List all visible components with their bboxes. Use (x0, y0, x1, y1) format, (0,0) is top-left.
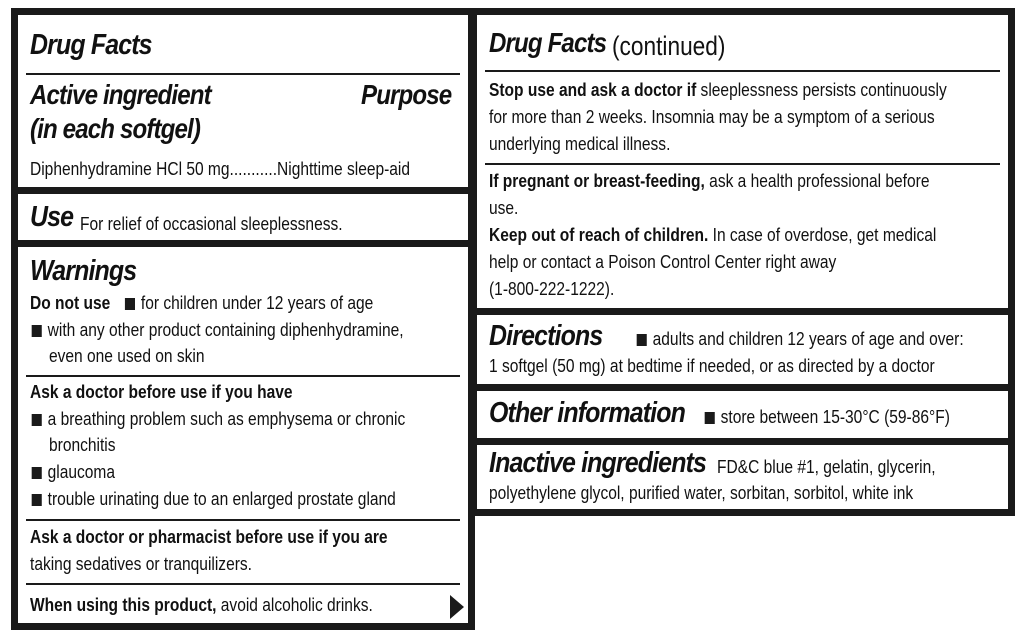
list-item: adults and children 12 years of age and over: (652, 328, 964, 349)
do-not-use-item-line (30, 317, 404, 343)
drug-facts-title-continued: Drug Facts (489, 27, 607, 58)
do-not-use-item-cont: even one used on skin (49, 345, 205, 366)
ask-pharmacist-heading: Ask a doctor or pharmacist before use if you are (30, 526, 388, 547)
poison-control-number: (1-800-222-1222). (489, 278, 615, 299)
do-not-use-line (30, 290, 373, 316)
list-item: a breathing problem such as emphysema or chronic (47, 408, 406, 429)
stop-use-line (489, 77, 947, 103)
keep-out-label: Keep out of reach of children. (489, 224, 709, 245)
use-text: For relief of occasional sleeplessness. (80, 213, 343, 234)
thick-divider (18, 187, 468, 194)
warnings-heading: Warnings (30, 255, 137, 287)
directions-heading: Directions (489, 320, 603, 352)
bullet-square (125, 298, 135, 310)
stop-use-text: for more than 2 weeks. Insomnia may be a symptom of a serious (489, 106, 935, 127)
inactive-ingredients-heading: Inactive ingredients (489, 447, 707, 479)
stop-use-label: Stop use and ask a doctor if (489, 79, 697, 100)
purpose-heading: Purpose (361, 79, 452, 110)
bullet-square (32, 494, 42, 506)
bullet-square (705, 412, 715, 424)
stop-use-text: sleeplessness persists continuously (700, 79, 947, 100)
when-using-line (30, 592, 373, 618)
divider (26, 519, 460, 521)
divider (26, 73, 460, 75)
directions-text: 1 softgel (50 mg) at bedtime if needed, or as directed by a doctor (489, 355, 935, 376)
when-using-label: When using this product, (30, 594, 217, 615)
bullet-square (32, 467, 42, 479)
use-heading: Use (30, 201, 74, 233)
continue-arrow-icon (450, 595, 464, 619)
list-item: trouble urinating due to an enlarged prostate gland (47, 488, 396, 509)
do-not-use-label: Do not use (30, 292, 111, 313)
do-not-use-item: with any other product containing diphenhydramine, (47, 319, 404, 340)
drug-facts-panel-left (11, 8, 475, 630)
thick-divider (477, 308, 1008, 315)
pregnancy-label: If pregnant or breast-feeding, (489, 170, 705, 191)
pregnancy-line (489, 168, 929, 194)
keep-out-text: In case of overdose, get medical (712, 224, 937, 245)
active-ingredient-subheading: (in each softgel) (30, 113, 201, 144)
divider (485, 163, 1000, 165)
bullet-square (32, 414, 42, 426)
continued-title (489, 27, 625, 59)
ask-doctor-item (30, 459, 115, 485)
drug-facts-title: Drug Facts (30, 29, 152, 61)
bullet-square (32, 325, 42, 337)
divider (26, 375, 460, 377)
keep-out-text: help or contact a Poison Control Center right away (489, 251, 837, 272)
active-ingredient-heading: Active ingredient (30, 79, 211, 110)
ask-pharmacist-text: taking sedatives or tranquilizers. (30, 553, 252, 574)
thick-divider (477, 384, 1008, 391)
inactive-ingredients-text: polyethylene glycol, purified water, sorbitan, sorbitol, white ink (489, 482, 914, 503)
inactive-ingredients-text: FD&C blue #1, gelatin, glycerin, (717, 456, 936, 477)
other-information-item (703, 404, 950, 430)
other-information-heading: Other information (489, 397, 685, 429)
pregnancy-text: ask a health professional before (709, 170, 930, 191)
directions-item (635, 326, 964, 352)
bullet-square (637, 334, 647, 346)
pregnancy-text: use. (489, 197, 519, 218)
stop-use-text: underlying medical illness. (489, 133, 671, 154)
thick-divider (18, 240, 468, 247)
list-item: store between 15-30°C (59-86°F) (720, 406, 950, 427)
ask-doctor-heading: Ask a doctor before use if you have (30, 381, 293, 402)
divider (485, 70, 1000, 72)
list-item: glaucoma (47, 461, 116, 482)
divider (26, 583, 460, 585)
do-not-use-item: for children under 12 years of age (140, 292, 374, 313)
continued-suffix: (continued) (612, 31, 726, 61)
drug-facts-panel-right (470, 8, 1015, 516)
thick-divider (477, 438, 1008, 445)
ask-doctor-item (30, 406, 405, 432)
when-using-text: avoid alcoholic drinks. (220, 594, 373, 615)
use-section (30, 201, 80, 234)
ask-doctor-item (30, 486, 396, 512)
ask-doctor-item-cont: bronchitis (49, 434, 116, 455)
keep-out-line (489, 222, 936, 248)
active-ingredient-line: Diphenhydramine HCl 50 mg...........Nighttime sleep-aid (30, 158, 411, 179)
